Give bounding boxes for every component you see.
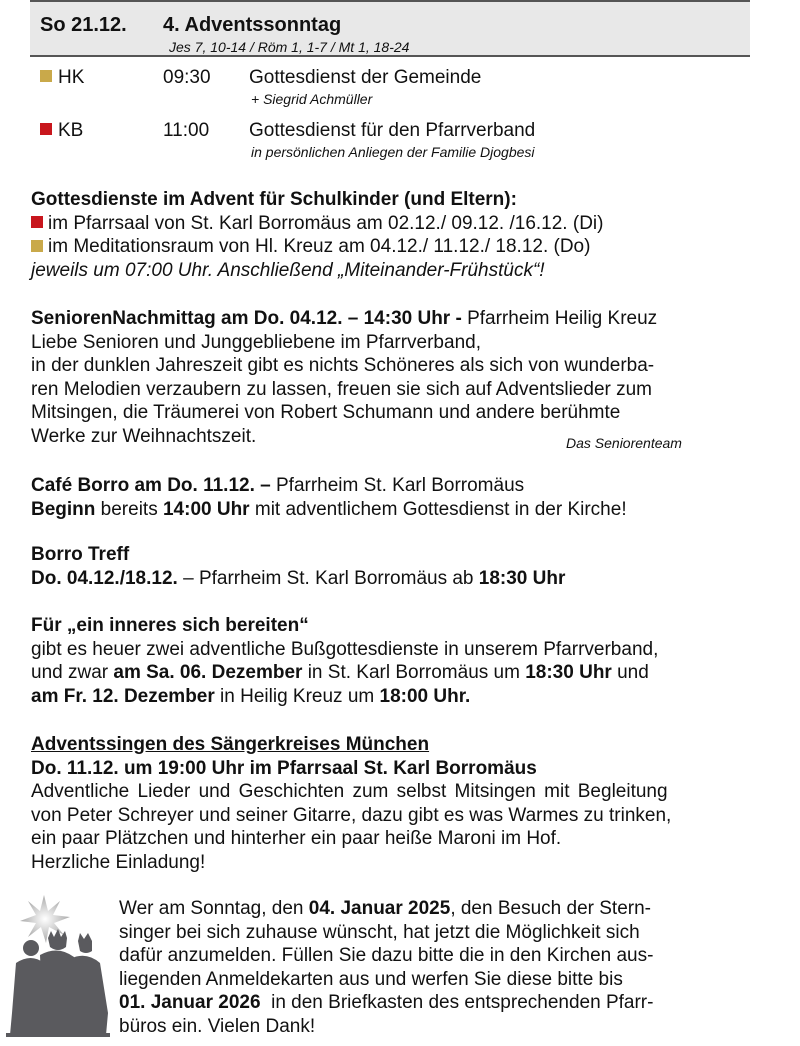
schulkinder-section bbox=[31, 188, 761, 282]
header-title: 4. Adventssonntag bbox=[163, 14, 342, 36]
body-line: ein paar Plätzchen und hinterher ein paar heiße Maroni im Hof. bbox=[31, 828, 562, 849]
body-line: dafür anzumelden. Füllen Sie dazu bitte die in den Kirchen aus- bbox=[119, 945, 654, 966]
body-line: liegenden Anmeldekarten aus und werfen Sie diese bitte bis bbox=[119, 968, 623, 990]
location-label: HK bbox=[58, 67, 85, 88]
text: Wer am Sonntag, den bbox=[119, 898, 309, 919]
schulkinder-note: jeweils um 07:00 Uhr. Anschließend „Miteinander-Frühstück“! bbox=[31, 259, 545, 281]
body-line: in der dunklen Jahreszeit gibt es nichts Schöneres als sich von wunderba- bbox=[31, 355, 655, 376]
bold-text: Do. 04.12./18.12. bbox=[31, 567, 178, 589]
schulkinder-hk-line bbox=[31, 235, 761, 259]
day-header bbox=[30, 0, 750, 57]
bold-text: Café Borro am Do. 11.12. – bbox=[31, 475, 271, 496]
service-title: Gottesdienst für den Pfarrverband bbox=[249, 120, 536, 141]
heading-bold: SeniorenNachmittag am Do. 04.12. – 14:30 Uhr - bbox=[31, 308, 462, 329]
section-heading bbox=[31, 307, 761, 331]
service-title: Gottesdienst der Gemeinde bbox=[249, 67, 482, 88]
sternsinger-section bbox=[119, 897, 739, 1038]
text: in St. Karl Borromäus um bbox=[302, 662, 526, 683]
header-date: So 21.12. bbox=[40, 14, 127, 36]
bold-text: 18:30 Uhr bbox=[525, 662, 612, 683]
cafe-line-1 bbox=[31, 474, 761, 498]
bold-text: 04. Januar 2025 bbox=[308, 898, 451, 919]
line-text: im Pfarrsaal von St. Karl Borromäus am 02.12./ 09.12. /16.12. (Di) bbox=[48, 212, 604, 234]
bussgottesdienst-section bbox=[31, 614, 761, 708]
header-readings: Jes 7, 10-14 / Röm 1, 1-7 / Mt 1, 18-24 bbox=[169, 39, 410, 55]
bold-text: 01. Januar 2026 bbox=[119, 992, 261, 1013]
section-subheading: Do. 11.12. um 19:00 Uhr im Pfarrsaal St. Karl Borromäus bbox=[31, 757, 537, 779]
body-line bbox=[31, 661, 761, 685]
section-heading: Gottesdienste im Advent für Schulkinder (und Eltern): bbox=[31, 189, 517, 210]
bold-text: am Fr. 12. Dezember bbox=[31, 685, 215, 707]
body-line: Adventliche Lieder und Geschichten zum selbst Mitsingen mit Begleitung bbox=[31, 781, 668, 802]
body-line: singer bei sich zuhause wünscht, hat jetzt die Möglichkeit sich bbox=[119, 921, 640, 943]
bold-text: 18:00 Uhr. bbox=[379, 685, 471, 707]
bold-text: Beginn bbox=[31, 498, 96, 520]
cafe-line-2 bbox=[31, 498, 761, 522]
service-note: + Siegrid Achmüller bbox=[251, 91, 373, 107]
bold-text: am Sa. 06. Dezember bbox=[113, 662, 303, 683]
text: Pfarrheim St. Karl Borromäus bbox=[270, 475, 525, 496]
body-line bbox=[119, 991, 739, 1015]
body-line: Werke zur Weihnachtszeit. bbox=[31, 425, 257, 447]
adventssingen-section bbox=[31, 733, 761, 874]
body-line bbox=[119, 897, 739, 921]
body-line: von Peter Schreyer und seiner Gitarre, dazu gibt es was Warmes zu trinken, bbox=[31, 804, 672, 826]
body-line: büros ein. Vielen Dank! bbox=[119, 1015, 316, 1037]
section-heading: Borro Treff bbox=[31, 544, 130, 565]
text: und zwar bbox=[31, 662, 114, 683]
service-time: 11:00 bbox=[163, 120, 210, 141]
body-line: Herzliche Einladung! bbox=[31, 851, 206, 873]
body-line: gibt es heuer zwei adventliche Bußgottesdienste in unserem Pfarrverband, bbox=[31, 638, 659, 660]
senioren-signature: Das Seniorenteam bbox=[566, 435, 682, 451]
service-location bbox=[40, 120, 83, 142]
borro-treff-section bbox=[31, 543, 761, 590]
cafe-section bbox=[31, 474, 761, 521]
text: , den Besuch der Stern- bbox=[450, 898, 651, 919]
text: mit adventlichem Gottesdienst in der Kirche! bbox=[249, 498, 627, 520]
text: in Heilig Kreuz um bbox=[214, 685, 380, 707]
body-line: Mitsingen, die Träumerei von Robert Schumann und andere berühmte bbox=[31, 402, 621, 423]
schulkinder-kb-line bbox=[31, 212, 761, 236]
line-text: im Meditationsraum von Hl. Kreuz am 04.12./ 11.12./ 18.12. (Do) bbox=[48, 236, 591, 257]
heading-location: Pfarrheim Heilig Kreuz bbox=[461, 308, 658, 329]
kb-square-icon bbox=[31, 216, 43, 228]
body-line bbox=[31, 685, 761, 709]
section-heading: Für „ein inneres sich bereiten“ bbox=[31, 615, 309, 636]
hk-square-icon bbox=[31, 240, 43, 252]
service-note: in persönlichen Anliegen der Familie Djogbesi bbox=[251, 144, 535, 160]
body-line: ren Melodien verzaubern zu lassen, freuen sie sich auf Adventslieder zum bbox=[31, 378, 653, 400]
service-time: 09:30 bbox=[163, 67, 211, 88]
three-kings-star-icon bbox=[6, 893, 110, 1039]
section-heading: Adventssingen des Sängerkreises München bbox=[31, 734, 430, 755]
text: bereits bbox=[95, 498, 163, 520]
text: in den Briefkasten des entsprechenden Pfarr- bbox=[260, 992, 654, 1013]
location-square-icon bbox=[40, 123, 52, 135]
body-line: Liebe Senioren und Junggebliebene im Pfarrverband, bbox=[31, 331, 481, 353]
location-label: KB bbox=[58, 120, 84, 141]
text: und bbox=[611, 662, 649, 683]
treff-line bbox=[31, 567, 761, 591]
bold-text: 18:30 Uhr bbox=[478, 567, 566, 589]
bold-text: 14:00 Uhr bbox=[162, 498, 250, 520]
service-location bbox=[40, 67, 84, 89]
senioren-section bbox=[31, 307, 761, 448]
text: – Pfarrheim St. Karl Borromäus ab bbox=[177, 567, 479, 589]
location-square-icon bbox=[40, 70, 52, 82]
